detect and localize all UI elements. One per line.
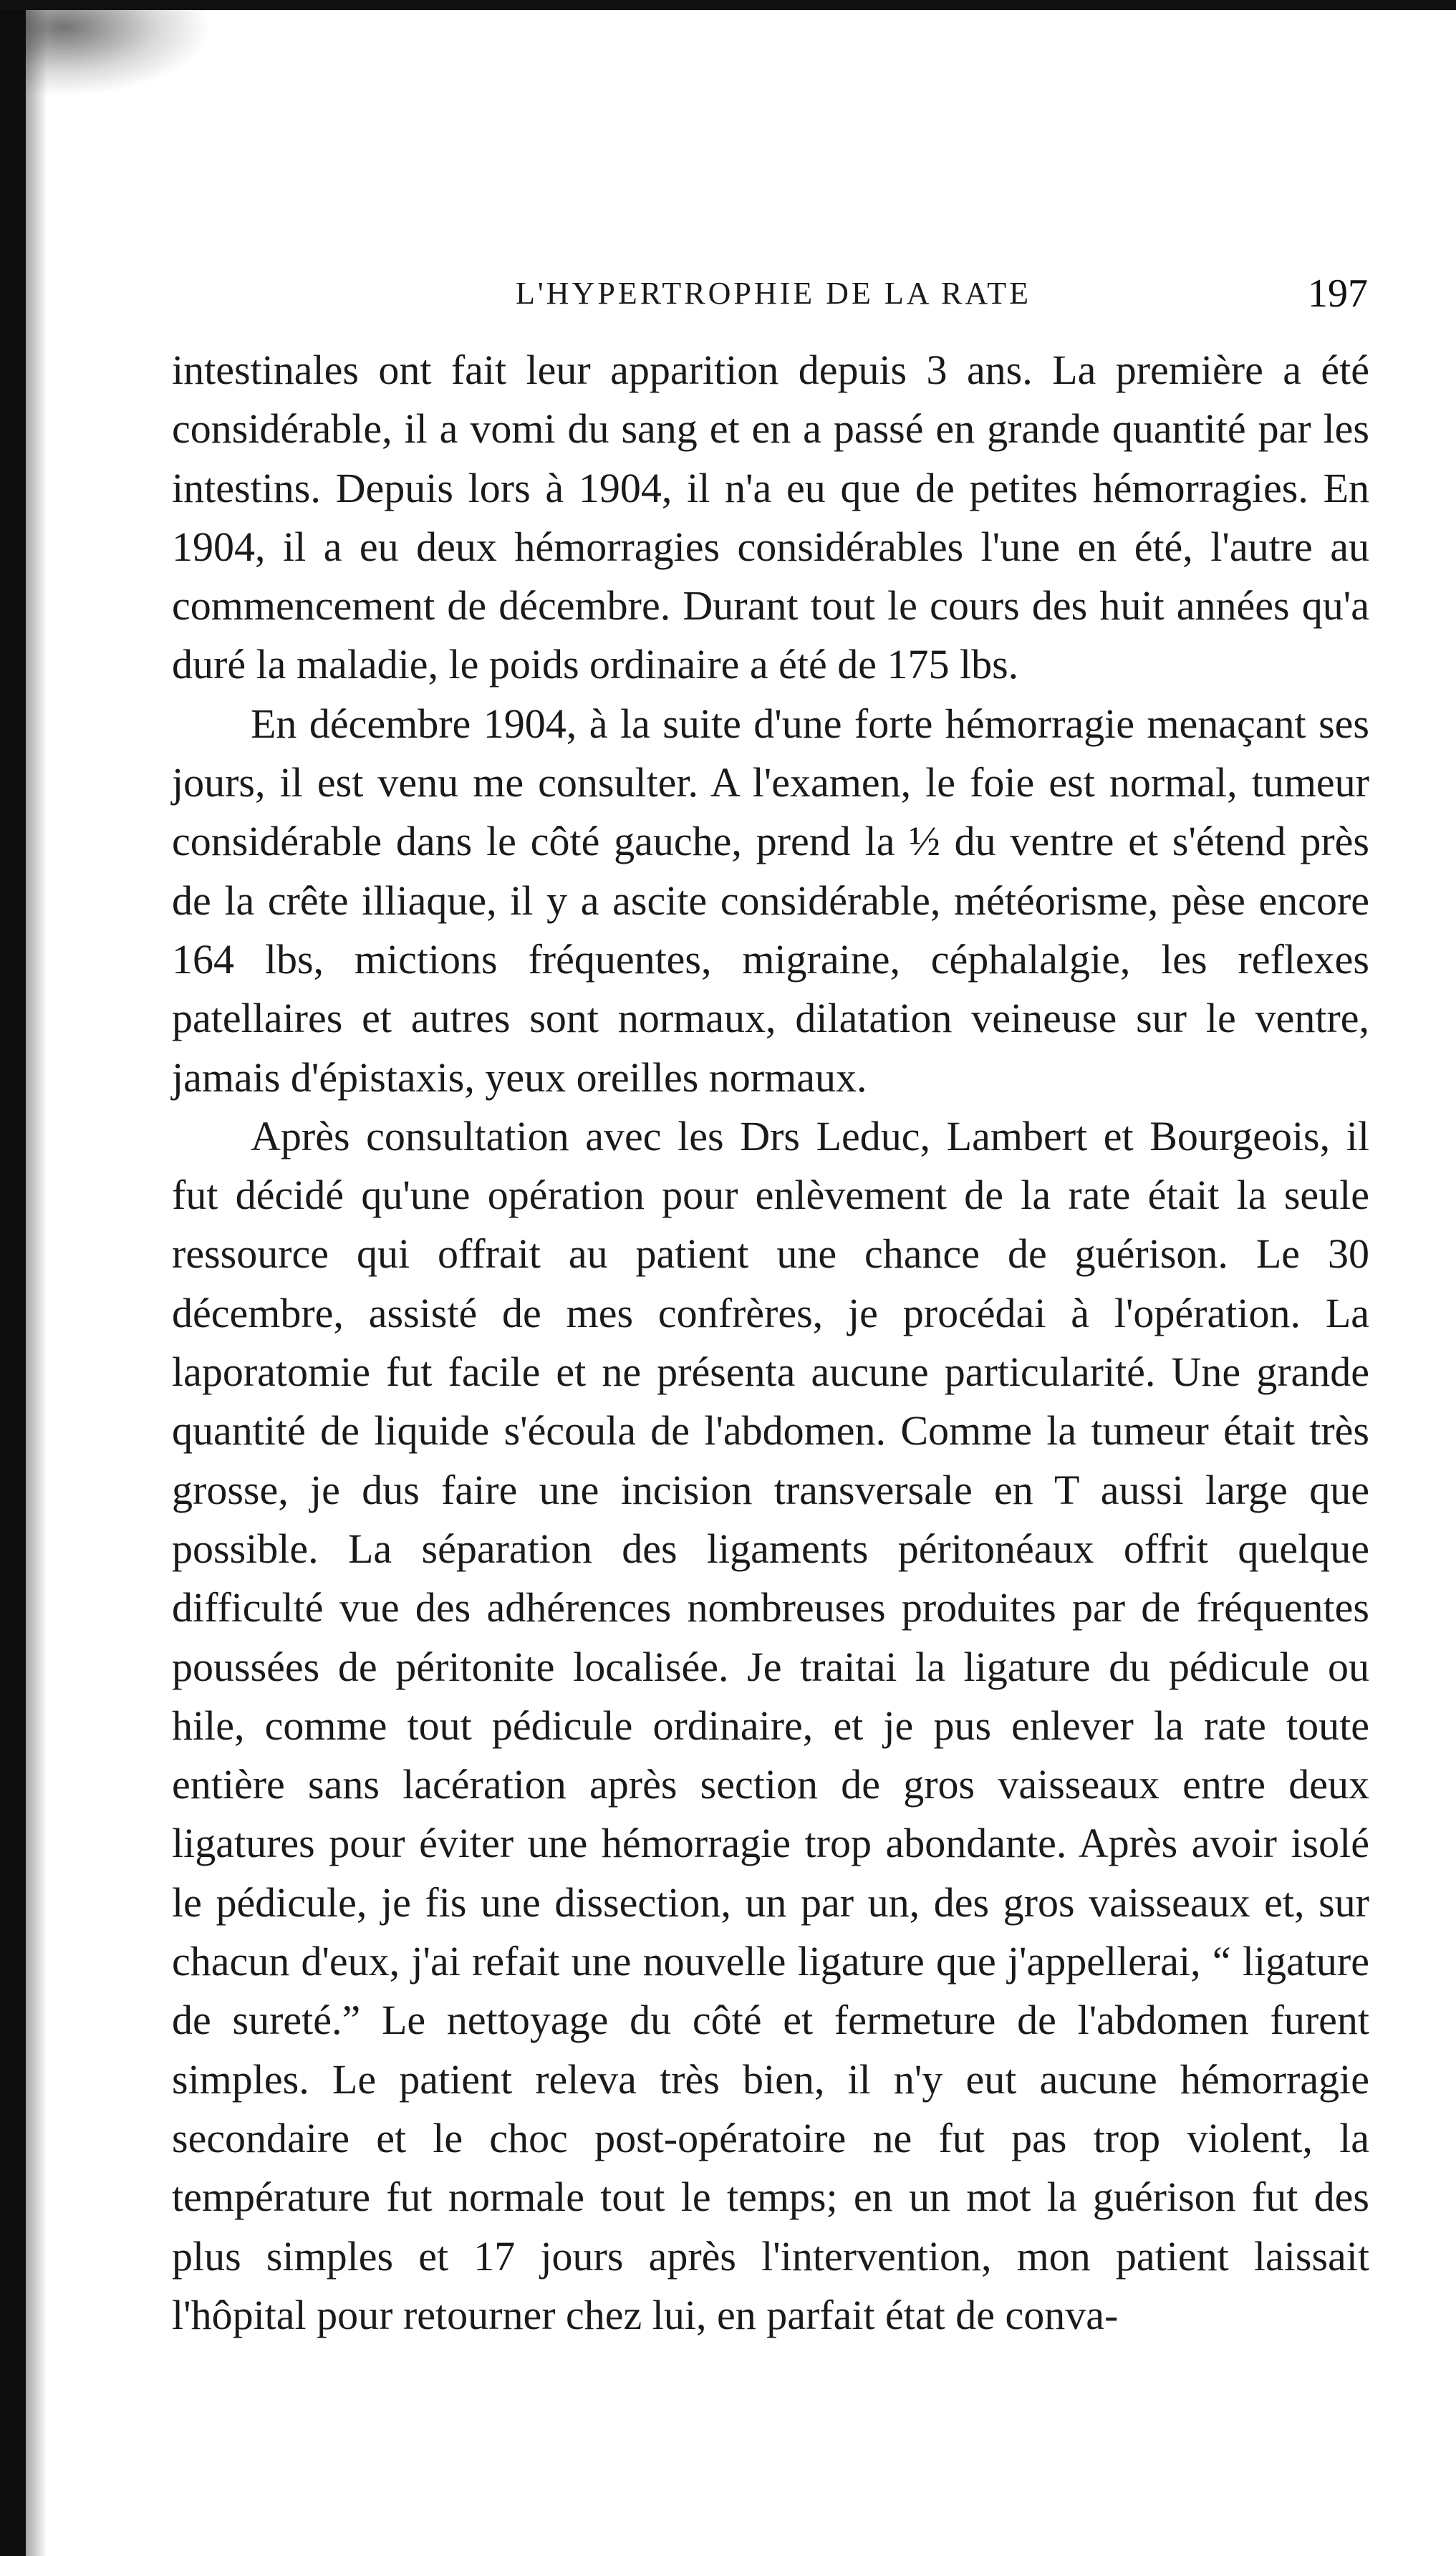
scan-smudge — [26, 10, 212, 96]
paragraph: Après consultation avec les Drs Leduc, Lambert et Bourgeois, il fut décidé qu'une opération pour enlèvement de la rate était la seule ressource qui offrait au patient une chance de guérison. Le 30 décembre, assisté de mes confrères, je procédai à l'opération. La laporatomie fut facile et ne présenta aucune particularité. Une grande quantité de liquide s'écoula de l'abdomen. Comme la tumeur était très grosse, je dus faire une incision transversale en T aussi large que possible. La séparation des ligaments péritonéaux offrit quelque difficulté vue des adhérences nombreuses produites par de fréquentes poussées de péritonite localisée. Je traitai la ligature du pédicule ou hile, comme tout pédicule ordinaire, et je pus enlever la rate toute entière sans lacération après section de gros vaisseaux entre deux ligatures pour éviter une hémorragie trop abondante. Après avoir isolé le pédicule, je fis une dissection, un par un, des gros vaisseaux et, sur chacun d'eux, j'ai refait une nouvelle ligature que j'appellerai, “ ligature de sureté.” Le nettoyage du côté et fermeture de l'abdomen furent simples. Le patient releva très bien, il n'y eut aucune hémorragie secondaire et le choc post-opératoire ne fut pas trop violent, la température fut normale tout le temps; en un mot la guérison fut des plus simples et 17 jours après l'intervention, mon patient laissait l'hôpital pour retourner chez lui, en parfait état de conva- — [172, 1112, 1369, 2338]
page-number: 197 — [1308, 271, 1368, 316]
body-text — [172, 341, 1369, 2345]
page-top-edge — [0, 0, 1456, 10]
book-spine-shadow — [0, 0, 26, 2556]
running-title: L'HYPERTROPHIE DE LA RATE — [516, 276, 1032, 311]
paragraph: intestinales ont fait leur apparition depuis 3 ans. La première a été considérable, il a vomi du sang et en a passé en grande quantité par les intestins. Depuis lors à 1904, il n'a eu que de petites hémorragies. En 1904, il a eu deux hémorragies considérables l'une en été, l'autre au commencement de décembre. Durant tout le cours des huit années qu'a duré la maladie, le poids ordinaire a été de 175 lbs. — [172, 347, 1369, 688]
paragraph: En décembre 1904, à la suite d'une forte hémorragie menaçant ses jours, il est venu me consulter. A l'examen, le foie est normal, tumeur considérable dans le côté gauche, prend la ½ du ventre et s'étend près de la crête illiaque, il y a ascite considérable, météorisme, pèse encore 164 lbs, mictions fréquentes, migraine, céphalalgie, les reflexes patellaires et autres sont normaux, dilatation veineuse sur le ventre, jamais d'épistaxis, yeux oreilles normaux. — [172, 700, 1369, 1101]
gutter-shading — [26, 0, 47, 2556]
running-head — [179, 271, 1368, 328]
